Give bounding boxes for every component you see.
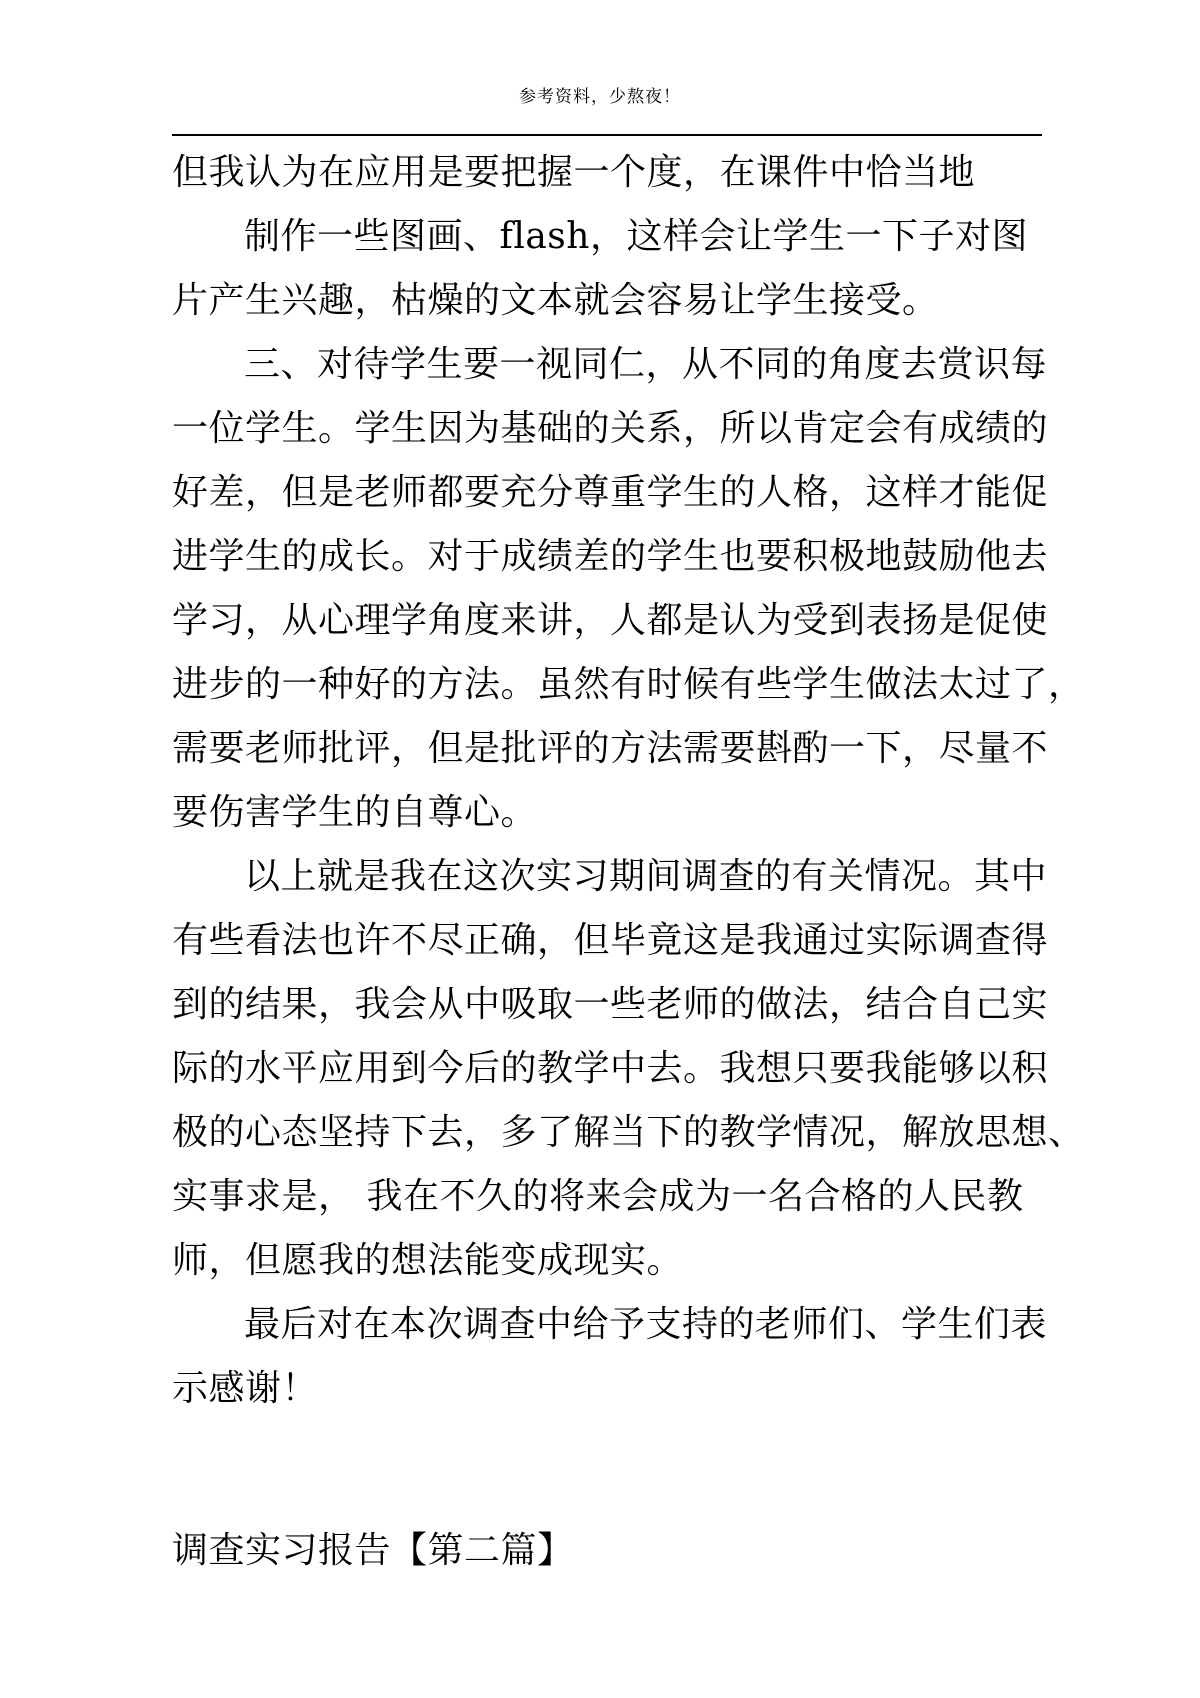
paragraph-line: 但我认为在应用是要把握一个度，在课件中恰当地: [172, 152, 976, 193]
section-spacer: [172, 1421, 1044, 1519]
paragraph-line: 制作一些图画、flash，这样会让学生一下子对图: [244, 216, 1028, 257]
paragraph-line: 一位学生。学生因为基础的关系，所以肯定会有成绩的: [172, 408, 1049, 449]
paragraph-line: 好差，但是老师都要充分尊重学生的人格，这样才能促: [172, 472, 1049, 513]
paragraph-line: 示感谢！: [172, 1368, 319, 1409]
page-header: 参考资料，少熬夜！: [519, 87, 681, 107]
paragraph-line: 要伤害学生的自尊心。: [172, 792, 538, 833]
paragraph-line: 进学生的成长。对于成绩差的学生也要积极地鼓励他去: [172, 536, 1049, 577]
paragraph-line: 极的心态坚持下去，多了解当下的教学情况，解放思想、: [172, 1112, 1085, 1153]
document-body: [172, 141, 1085, 1583]
paragraph-line: 最后对在本次调查中给予支持的老师们、学生们表: [244, 1304, 1048, 1345]
paragraph-line: 到的结果，我会从中吸取一些老师的做法，结合自己实: [172, 984, 1049, 1025]
paragraph-line: 际的水平应用到今后的教学中去。我想只要我能够以积: [172, 1048, 1049, 1089]
paragraph-line: 学习，从心理学角度来讲，人都是认为受到表扬是促使: [172, 600, 1049, 641]
section-heading: 调查实习报告【第二篇】: [172, 1530, 574, 1571]
paragraph-line: 需要老师批评，但是批评的方法需要斟酌一下，尽量不: [172, 728, 1049, 769]
paragraph-line: 以上就是我在这次实习期间调查的有关情况。其中: [244, 856, 1048, 897]
paragraph-line: 三、对待学生要一视同仁，从不同的角度去赏识每: [244, 344, 1048, 385]
paragraph-line: 有些看法也许不尽正确，但毕竟这是我通过实际调查得: [172, 920, 1049, 961]
header-divider: [172, 134, 1042, 136]
paragraph-line: 实事求是， 我在不久的将来会成为一名合格的人民教: [172, 1176, 1024, 1217]
paragraph-line: 师，但愿我的想法能变成现实。: [172, 1240, 684, 1281]
paragraph-line: 进步的一种好的方法。虽然有时候有些学生做法太过了，: [172, 664, 1085, 705]
paragraph-line: 片产生兴趣，枯燥的文本就会容易让学生接受。: [172, 280, 939, 321]
